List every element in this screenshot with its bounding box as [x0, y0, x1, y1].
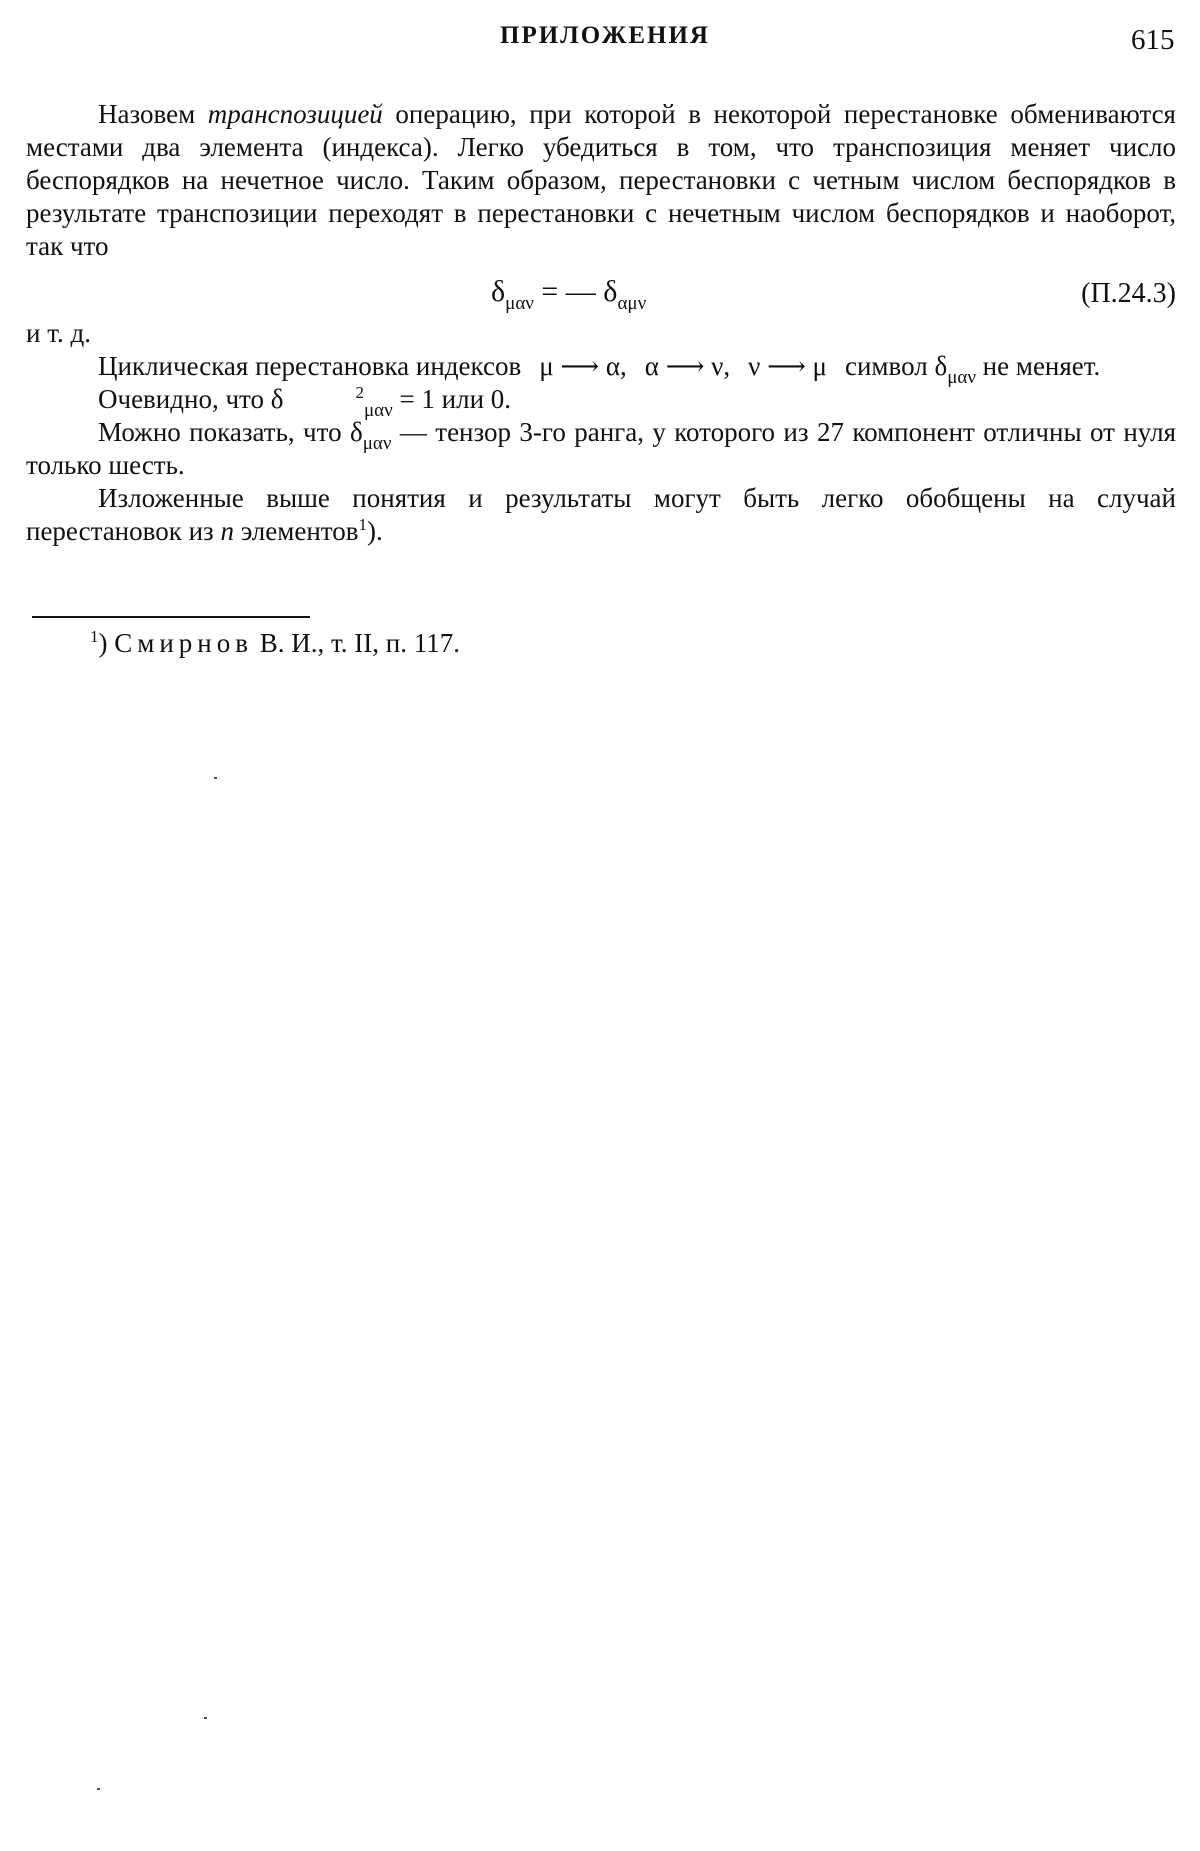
symbol-delta-squared-index: μαν: [363, 400, 393, 421]
footnote: [90, 628, 460, 659]
paragraph-tensor-start: Можно показать, что: [98, 417, 350, 447]
variable-n: n: [220, 516, 234, 546]
paragraph-square-rest: = 1 или 0.: [392, 384, 512, 414]
symbol-delta: δ: [934, 351, 948, 381]
equation: [491, 275, 647, 314]
paragraph-generalization-rest: элементов: [233, 516, 359, 546]
footnote-divider: [32, 616, 310, 618]
symbol-delta-index: μαν: [947, 367, 976, 388]
term-transposition: транспозицией: [207, 99, 383, 129]
equation-relation: = —: [533, 275, 604, 308]
equation-rhs-symbol: δ: [603, 275, 618, 308]
equation-block: [26, 273, 1176, 317]
paragraph-transposition-rest: операцию, при которой в некоторой перестановке обмениваются местами два элемента (индекса). Легко убедиться в том, что транспозиция меняет число беспорядков на нечетное число. Таким образом, перестановки с четным числом беспорядков в результате транспозиции переходят в перестановки с нечетным числом беспорядков и наоборот, так что: [26, 99, 1176, 261]
equation-lhs-symbol: δ: [491, 275, 506, 308]
footnote-reference: 1: [358, 515, 367, 534]
paragraph-tensor: [26, 416, 1176, 482]
footnote-mark-close: ): [98, 628, 108, 658]
footnote-author: Смирнов: [114, 628, 253, 658]
equation-number: (П.24.3): [1081, 278, 1176, 309]
mapping-alpha-nu: α ⟶ ν,: [644, 351, 731, 381]
symbol-delta-squared: δ: [270, 384, 284, 414]
equation-rhs-index: αμν: [617, 293, 647, 314]
paragraph-cyclic-tail: не меняет.: [975, 351, 1101, 381]
exponent-two: 2: [355, 383, 364, 402]
paragraph-cyclic-text: Циклическая перестановка индексов: [98, 351, 522, 381]
paragraph-transposition-start: Назовем: [98, 99, 208, 129]
scan-speck: [97, 1788, 100, 1790]
paragraph-cyclic-word: символ: [845, 351, 928, 381]
running-title: ПРИЛОЖЕНИЯ: [500, 22, 710, 49]
mapping-nu-mu: ν ⟶ μ: [748, 351, 827, 381]
paragraph-square-start: Очевидно, что: [98, 384, 271, 414]
paragraph-generalization: [26, 482, 1176, 548]
paragraph-transposition: [26, 98, 1176, 263]
symbol-delta-tensor: δ: [349, 417, 363, 447]
paragraph-generalization-start: Изложенные выше понятия и результаты могут быть легко обобщены на случай перестановок из: [26, 483, 1176, 546]
page-number: 615: [1131, 24, 1175, 56]
paragraph-square: [26, 383, 1176, 421]
symbol-delta-tensor-index: μαν: [362, 433, 392, 454]
paragraph-generalization-close: ).: [366, 516, 383, 546]
running-head: [0, 18, 1200, 58]
paragraph-tensor-rest: — тензор 3-го ранга, у которого из 27 компонент отличны от нуля только шесть.: [26, 417, 1177, 480]
scan-speck: [214, 777, 217, 779]
scan-speck: [204, 1717, 207, 1719]
body-text: [26, 98, 1176, 548]
mapping-mu-alpha: μ ⟶ α,: [539, 351, 627, 381]
equation-lhs-index: μαν: [505, 293, 534, 314]
paragraph-etc: и т. д.: [26, 318, 91, 348]
footnote-citation: В. И., т. II, п. 117.: [253, 628, 460, 658]
footnote-mark: 1: [90, 627, 99, 646]
paragraph-cyclic: [26, 350, 1176, 388]
